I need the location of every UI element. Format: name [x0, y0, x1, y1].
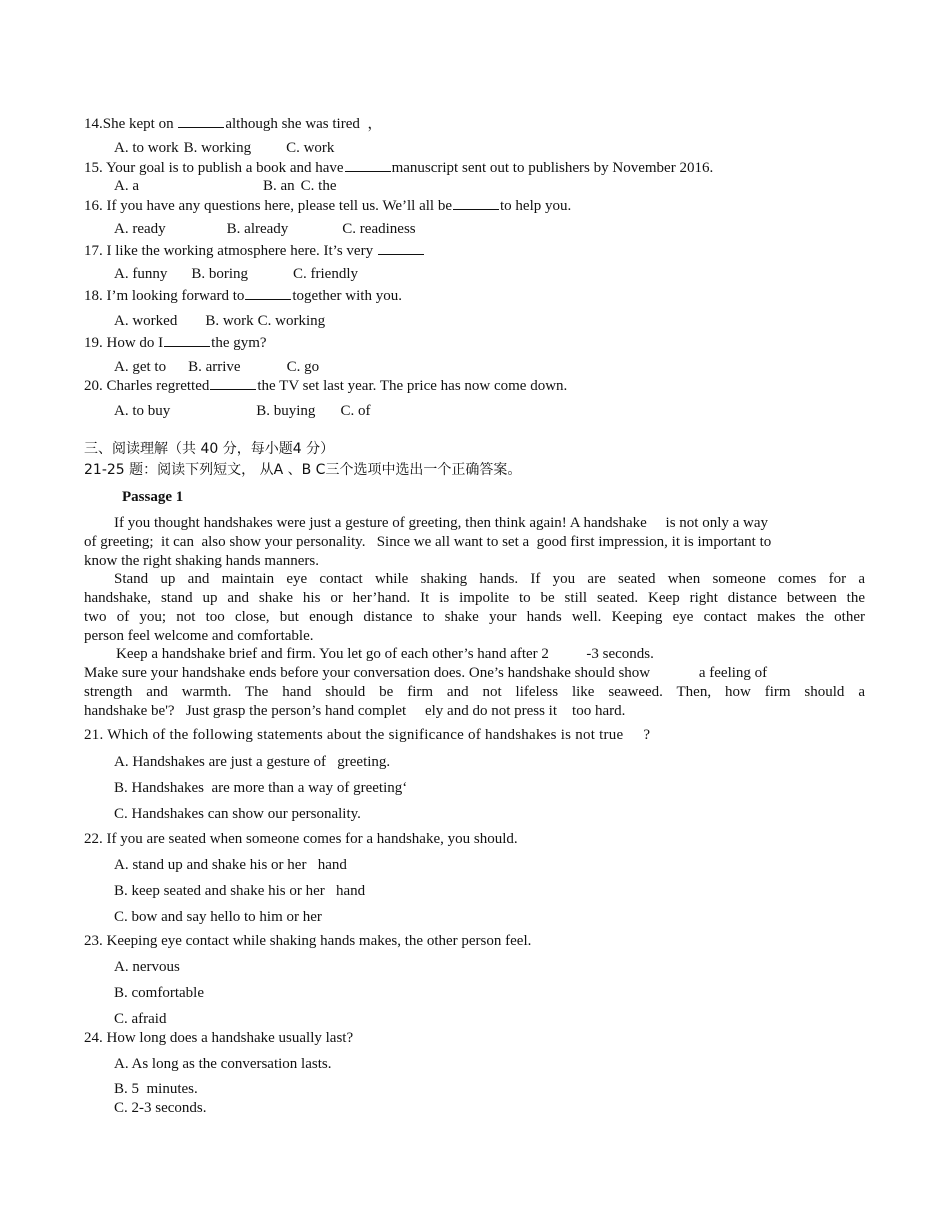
option-a: A. funny [114, 266, 168, 282]
option-a: A. nervous [114, 959, 180, 975]
option-c: C. readiness [342, 221, 416, 237]
answer-blank [210, 376, 256, 390]
passage-line: Stand up and maintain eye contact while shaking hands. If you are seated when someone comes for a [114, 571, 865, 587]
passage-title: Passage 1 [122, 489, 184, 505]
passage-line: Keep a handshake brief and firm. You let go of each other’s hand after 2 -3 seconds. [116, 646, 654, 662]
question-24: 24. How long does a handshake usually last? [84, 1030, 354, 1046]
question-16 [84, 196, 571, 216]
options-19 [114, 358, 319, 377]
option-c: C. 2-3 seconds. [114, 1100, 207, 1116]
option-a: A. worked [114, 313, 178, 329]
option-c: C. of [340, 403, 371, 419]
question-text: together with you. [292, 288, 402, 304]
option-a: A. to work [114, 140, 179, 156]
question-text: although she was tired ， [225, 116, 383, 132]
answer-blank [178, 114, 224, 128]
options-14 [114, 139, 334, 158]
option-a: A. get to [114, 359, 167, 375]
question-14 [84, 114, 382, 134]
options-18 [114, 312, 325, 331]
option-b: B. 5 minutes. [114, 1081, 198, 1097]
option-b: B. buying [256, 403, 316, 419]
question-17 [84, 241, 425, 261]
option-b: B. Handshakes are more than a way of greeting‘ [114, 780, 408, 796]
option-a: A. ready [114, 221, 166, 237]
option-b: B. working [183, 140, 252, 156]
option-c: C. bow and say hello to him or her [114, 909, 322, 925]
option-b: B. already [226, 221, 289, 237]
option-b: B. keep seated and shake his or her hand [114, 883, 366, 899]
passage-line: two of you; not too close, but enough distance to shake your hands well. Keeping eye contact makes the other [84, 609, 865, 625]
option-b: B. arrive [188, 359, 241, 375]
question-19 [84, 333, 267, 353]
option-c: C. friendly [293, 266, 358, 282]
question-21: 21. Which of the following statements about the significance of handshakes is not true ? [84, 727, 651, 743]
question-text: to help you. [500, 198, 572, 214]
answer-blank [164, 333, 210, 347]
section-instruction: 21-25 题：阅读下列短文， 从A 、B C三个选项中选出一个正确答案。 [84, 462, 522, 478]
option-a: A. Handshakes are just a gesture of greeting. [114, 754, 391, 770]
option-b: B. an [263, 178, 295, 194]
section-heading: 三、阅读理解（共 40 分，每小题4 分） [84, 441, 335, 457]
question-23: 23. Keeping eye contact while shaking hands makes, the other person feel. [84, 933, 532, 949]
options-17 [114, 265, 358, 284]
passage-line: If you thought handshakes were just a gesture of greeting, then think again! A handshake is not only a way [114, 515, 769, 531]
passage-line: know the right shaking hands manners. [84, 553, 319, 569]
option-c: C. working [257, 313, 326, 329]
option-b: B. comfortable [114, 985, 204, 1001]
question-text: 17. I like the working atmosphere here. It’s very [84, 243, 377, 259]
option-a: A. to buy [114, 403, 171, 419]
option-a: A. As long as the conversation lasts. [114, 1056, 332, 1072]
passage-line: of greeting; it can also show your personality. Since we all want to set a good first impression, it is important to [84, 534, 772, 550]
question-text: 14.She kept on [84, 116, 178, 132]
question-text: manuscript sent out to publishers by November 2016. [391, 160, 714, 176]
passage-line: handshake be'? Just grasp the person’s hand complet ely and do not press it too hard. [84, 703, 626, 719]
question-18 [84, 286, 402, 306]
answer-blank [345, 158, 391, 172]
option-c: C. go [286, 359, 320, 375]
option-c: C. afraid [114, 1011, 167, 1027]
passage-line: Make sure your handshake ends before your conversation does. One’s handshake should show a feeling of [84, 665, 768, 681]
question-20 [84, 376, 567, 396]
option-a: A. stand up and shake his or her hand [114, 857, 347, 873]
answer-blank [378, 241, 424, 255]
question-15 [84, 158, 713, 178]
options-20 [114, 402, 370, 421]
question-text: 16. If you have any questions here, please tell us. We’ll all be [84, 198, 452, 214]
question-text: the TV set last year. The price has now come down. [257, 378, 568, 394]
answer-blank [245, 286, 291, 300]
option-b: B. boring [191, 266, 248, 282]
option-c: C. the [300, 178, 337, 194]
question-text: 18. I’m looking forward to [84, 288, 245, 304]
passage-line: handshake, stand up and shake his or her’hand. It is impolite to be still seated. Keep right distance between the [84, 590, 865, 606]
options-16 [114, 220, 416, 239]
options-15 [114, 177, 337, 196]
option-a: A. a [114, 178, 139, 194]
answer-blank [453, 196, 499, 210]
question-text: 15. Your goal is to publish a book and have [84, 160, 344, 176]
question-text: the gym? [211, 335, 267, 351]
option-b: B. work [205, 313, 254, 329]
question-text: 20. Charles regretted [84, 378, 210, 394]
option-c: C. work [286, 140, 335, 156]
question-22: 22. If you are seated when someone comes for a handshake, you should. [84, 831, 518, 847]
passage-line: person feel welcome and comfortable. [84, 628, 314, 644]
passage-line: strength and warmth. The hand should be firm and not lifeless like seaweed. Then, how firm should a [84, 684, 865, 700]
option-c: C. Handshakes can show our personality. [114, 806, 361, 822]
question-text: 19. How do I [84, 335, 164, 351]
